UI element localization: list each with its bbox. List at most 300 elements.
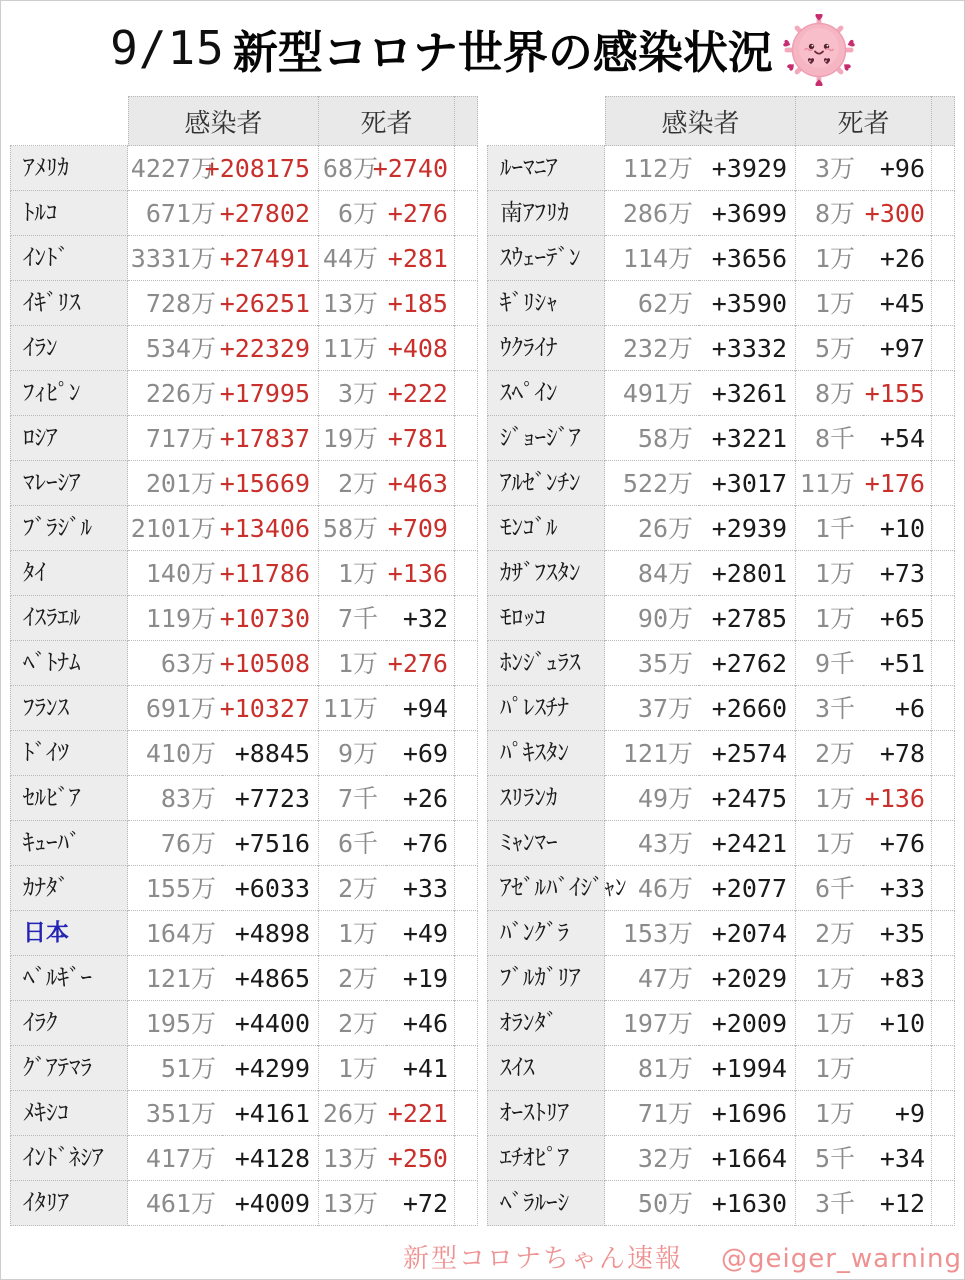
spare-cell [931,371,955,416]
infected-total-cell: 43万 [605,821,699,866]
infected-new-cell: +2660 [699,686,795,731]
deaths-total-cell: 13万 [318,281,386,326]
spare-cell [931,281,955,326]
spare-cell [931,1181,955,1226]
deaths-total-cell: 2万 [795,731,863,776]
infected-new-cell: +2029 [699,956,795,1001]
infected-new-cell: +15669 [222,461,318,506]
spare-column-header [454,96,478,146]
deaths-total-cell: 6万 [318,191,386,236]
infected-total-cell: 153万 [605,911,699,956]
spare-column-header [931,96,955,146]
deaths-new-cell: +45 [863,281,931,326]
infected-total-cell: 119万 [128,596,222,641]
deaths-total-cell: 1万 [795,821,863,866]
country-cell: ﾓﾛｯｺ [487,596,605,641]
deaths-new-cell: +46 [386,1001,454,1046]
deaths-new-cell [863,1046,931,1091]
infected-column-header: 感染者 [605,96,795,146]
infected-new-cell: +4400 [222,1001,318,1046]
country-cell: ｱﾒﾘｶ [10,146,128,191]
deaths-new-cell: +96 [863,146,931,191]
country-cell: ﾛｼｱ [10,416,128,461]
deaths-new-cell: +26 [386,776,454,821]
spare-cell [454,146,478,191]
spare-cell [931,641,955,686]
infected-total-cell: 226万 [128,371,222,416]
deaths-total-cell: 44万 [318,236,386,281]
deaths-new-cell: +6 [863,686,931,731]
infected-total-cell: 691万 [128,686,222,731]
country-cell: ﾓﾝｺﾞﾙ [487,506,605,551]
infected-total-cell: 58万 [605,416,699,461]
spare-cell [931,731,955,776]
spare-cell [454,371,478,416]
infected-new-cell: +17995 [222,371,318,416]
infected-total-cell: 4227万 [128,146,222,191]
deaths-new-cell: +33 [863,866,931,911]
spare-cell [454,866,478,911]
country-cell: ﾌｨﾋﾟﾝ [10,371,128,416]
infected-new-cell: +3656 [699,236,795,281]
country-cell: ﾍﾞﾗﾙｰｼ [487,1181,605,1226]
infected-total-cell: 491万 [605,371,699,416]
deaths-total-cell: 13万 [318,1181,386,1226]
infected-new-cell: +4009 [222,1181,318,1226]
country-cell: ﾏﾚｰｼｱ [10,461,128,506]
infected-new-cell: +4299 [222,1046,318,1091]
deaths-total-cell: 1万 [795,776,863,821]
spare-cell [931,686,955,731]
country-cell: 南ｱﾌﾘｶ [487,191,605,236]
spare-cell [454,461,478,506]
deaths-new-cell: +709 [386,506,454,551]
deaths-new-cell: +97 [863,326,931,371]
spare-cell [454,956,478,1001]
country-cell: ｼﾞｮｰｼﾞｱ [487,416,605,461]
spare-cell [454,686,478,731]
spare-cell [454,191,478,236]
infected-new-cell: +17837 [222,416,318,461]
deaths-total-cell: 9千 [795,641,863,686]
deaths-total-cell: 1万 [795,551,863,596]
infected-total-cell: 63万 [128,641,222,686]
infected-new-cell: +2009 [699,1001,795,1046]
deaths-new-cell: +49 [386,911,454,956]
deaths-total-cell: 1万 [318,551,386,596]
infected-new-cell: +10730 [222,596,318,641]
spare-cell [454,1091,478,1136]
country-cell: ｽｲｽ [487,1046,605,1091]
infected-new-cell: +6033 [222,866,318,911]
deaths-total-cell: 8万 [795,191,863,236]
spare-cell [454,551,478,596]
deaths-total-cell: 7千 [318,596,386,641]
infected-new-cell: +2074 [699,911,795,956]
deaths-new-cell: +34 [863,1136,931,1181]
country-cell: ｲﾗｸ [10,1001,128,1046]
spare-cell [454,506,478,551]
infected-new-cell: +13406 [222,506,318,551]
country-cell: ｽｳｪｰﾃﾞﾝ [487,236,605,281]
deaths-new-cell: +781 [386,416,454,461]
deaths-new-cell: +221 [386,1091,454,1136]
country-cell: ｾﾙﾋﾞｱ [10,776,128,821]
infected-total-cell: 3331万 [128,236,222,281]
deaths-total-cell: 1千 [795,506,863,551]
country-cell: ﾌﾞﾙｶﾞﾘｱ [487,956,605,1001]
infected-new-cell: +3221 [699,416,795,461]
spare-cell [454,236,478,281]
spare-cell [931,551,955,596]
country-cell: ｽﾘﾗﾝｶ [487,776,605,821]
deaths-total-cell: 9万 [318,731,386,776]
infected-total-cell: 46万 [605,866,699,911]
infected-new-cell: +4865 [222,956,318,1001]
infected-total-cell: 51万 [128,1046,222,1091]
deaths-total-cell: 68万 [318,146,386,191]
deaths-total-cell: 1万 [795,1091,863,1136]
footer [0,1238,965,1275]
deaths-total-cell: 3万 [795,146,863,191]
footer-credit: 新型コロナちゃん速報 [402,1244,683,1274]
deaths-new-cell: +65 [863,596,931,641]
infected-new-cell: +2762 [699,641,795,686]
deaths-new-cell: +73 [863,551,931,596]
spare-cell [931,146,955,191]
infected-total-cell: 90万 [605,596,699,641]
deaths-total-cell: 26万 [318,1091,386,1136]
deaths-new-cell: +19 [386,956,454,1001]
spare-cell [931,956,955,1001]
deaths-total-cell: 5千 [795,1136,863,1181]
infected-new-cell: +2475 [699,776,795,821]
spare-cell [454,326,478,371]
infected-total-cell: 37万 [605,686,699,731]
spare-cell [454,1046,478,1091]
infected-new-cell: +1630 [699,1181,795,1226]
deaths-new-cell: +32 [386,596,454,641]
infected-new-cell: +2939 [699,506,795,551]
infected-total-cell: 164万 [128,911,222,956]
deaths-new-cell: +76 [386,821,454,866]
infected-new-cell: +26251 [222,281,318,326]
spare-cell [931,596,955,641]
deaths-new-cell: +281 [386,236,454,281]
deaths-total-cell: 11万 [318,326,386,371]
infected-total-cell: 2101万 [128,506,222,551]
covid-table-right [487,96,955,1226]
deaths-total-cell: 6千 [795,866,863,911]
deaths-new-cell: +83 [863,956,931,1001]
infected-new-cell: +7516 [222,821,318,866]
deaths-total-cell: 6千 [318,821,386,866]
deaths-new-cell: +78 [863,731,931,776]
spare-cell [931,1091,955,1136]
country-cell: ｲｽﾗｴﾙ [10,596,128,641]
spare-cell [931,866,955,911]
infected-total-cell: 26万 [605,506,699,551]
deaths-new-cell: +408 [386,326,454,371]
deaths-new-cell: +35 [863,911,931,956]
infected-new-cell: +3699 [699,191,795,236]
deaths-column-header: 死者 [318,96,454,146]
spare-cell [454,281,478,326]
spare-cell [931,191,955,236]
infected-total-cell: 35万 [605,641,699,686]
deaths-total-cell: 11万 [795,461,863,506]
infected-total-cell: 76万 [128,821,222,866]
country-cell: ｱﾙｾﾞﾝﾁﾝ [487,461,605,506]
infected-total-cell: 112万 [605,146,699,191]
deaths-total-cell: 3千 [795,1181,863,1226]
deaths-total-cell: 1万 [795,596,863,641]
deaths-new-cell: +276 [386,191,454,236]
deaths-new-cell: +136 [863,776,931,821]
infected-new-cell: +4161 [222,1091,318,1136]
infected-total-cell: 195万 [128,1001,222,1046]
country-cell: ｴﾁｵﾋﾟｱ [487,1136,605,1181]
deaths-new-cell: +54 [863,416,931,461]
infected-total-cell: 717万 [128,416,222,461]
infected-new-cell: +4128 [222,1136,318,1181]
country-cell: ｲﾀﾘｱ [10,1181,128,1226]
infected-new-cell: +8845 [222,731,318,776]
country-cell: ﾒｷｼｺ [10,1091,128,1136]
spare-cell [931,776,955,821]
spare-cell [454,596,478,641]
country-cell: ﾄﾙｺ [10,191,128,236]
page-title [0,0,965,96]
deaths-total-cell: 2万 [318,956,386,1001]
spare-cell [454,641,478,686]
infected-new-cell: +3332 [699,326,795,371]
infected-new-cell: +2421 [699,821,795,866]
spare-cell [454,731,478,776]
country-cell: ﾌﾗﾝｽ [10,686,128,731]
infected-new-cell: +22329 [222,326,318,371]
spare-cell [931,506,955,551]
infected-total-cell: 728万 [128,281,222,326]
infected-total-cell: 197万 [605,1001,699,1046]
infected-total-cell: 84万 [605,551,699,596]
deaths-total-cell: 3千 [795,686,863,731]
infected-total-cell: 417万 [128,1136,222,1181]
deaths-new-cell: +26 [863,236,931,281]
country-cell: ｱｾﾞﾙﾊﾞｲｼﾞｬﾝ [487,866,605,911]
deaths-total-cell: 8万 [795,371,863,416]
deaths-total-cell: 2万 [318,461,386,506]
infected-new-cell: +2785 [699,596,795,641]
spare-cell [931,236,955,281]
infected-total-cell: 83万 [128,776,222,821]
deaths-new-cell: +155 [863,371,931,416]
spare-cell [454,911,478,956]
deaths-total-cell: 3万 [318,371,386,416]
country-cell: ﾌﾞﾗｼﾞﾙ [10,506,128,551]
deaths-total-cell: 1万 [795,956,863,1001]
infected-new-cell: +208175 [222,146,318,191]
country-cell: ｸﾞｱﾃﾏﾗ [10,1046,128,1091]
deaths-new-cell: +10 [863,1001,931,1046]
deaths-total-cell: 19万 [318,416,386,461]
deaths-total-cell: 5万 [795,326,863,371]
spare-cell [931,461,955,506]
deaths-total-cell: 1万 [795,1001,863,1046]
spare-cell [931,416,955,461]
deaths-total-cell: 2万 [318,1001,386,1046]
deaths-new-cell: +69 [386,731,454,776]
covid-table-left [10,96,478,1226]
infected-total-cell: 71万 [605,1091,699,1136]
spare-cell [931,326,955,371]
country-cell: ﾎﾝｼﾞｭﾗｽ [487,641,605,686]
infected-new-cell: +27802 [222,191,318,236]
country-column-header [10,96,128,146]
infected-total-cell: 232万 [605,326,699,371]
deaths-new-cell: +222 [386,371,454,416]
country-cell: ﾍﾞﾙｷﾞｰ [10,956,128,1001]
infected-new-cell: +2801 [699,551,795,596]
country-cell: ﾍﾞﾄﾅﾑ [10,641,128,686]
spare-cell [931,1001,955,1046]
spare-cell [454,1181,478,1226]
deaths-new-cell: +300 [863,191,931,236]
infected-total-cell: 114万 [605,236,699,281]
infected-new-cell: +3590 [699,281,795,326]
spare-cell [931,911,955,956]
country-column-header [487,96,605,146]
spare-cell [454,776,478,821]
infected-total-cell: 121万 [128,956,222,1001]
title-text: 新型コロナ世界の感染状況 [232,25,773,79]
deaths-total-cell: 11万 [318,686,386,731]
deaths-total-cell: 1万 [795,236,863,281]
country-cell: ｽﾍﾟｲﾝ [487,371,605,416]
infected-new-cell: +7723 [222,776,318,821]
country-cell: ﾊﾞﾝｸﾞﾗ [487,911,605,956]
infected-total-cell: 534万 [128,326,222,371]
infected-total-cell: 671万 [128,191,222,236]
infected-total-cell: 522万 [605,461,699,506]
infected-total-cell: 155万 [128,866,222,911]
deaths-new-cell: +250 [386,1136,454,1181]
infected-total-cell: 140万 [128,551,222,596]
deaths-new-cell: +463 [386,461,454,506]
infected-total-cell: 50万 [605,1181,699,1226]
deaths-new-cell: +12 [863,1181,931,1226]
spare-cell [931,821,955,866]
infected-total-cell: 286万 [605,191,699,236]
deaths-new-cell: +33 [386,866,454,911]
infected-total-cell: 32万 [605,1136,699,1181]
infected-total-cell: 49万 [605,776,699,821]
deaths-new-cell: +76 [863,821,931,866]
country-cell: ｲﾗﾝ [10,326,128,371]
infected-total-cell: 351万 [128,1091,222,1136]
deaths-total-cell: 1万 [795,1046,863,1091]
spare-cell [931,1046,955,1091]
deaths-total-cell: 1万 [318,1046,386,1091]
infected-new-cell: +2574 [699,731,795,776]
deaths-column-header: 死者 [795,96,931,146]
footer-handle: @geiger_warning [720,1244,963,1274]
infected-new-cell: +3017 [699,461,795,506]
deaths-total-cell: 2万 [795,911,863,956]
deaths-new-cell: +41 [386,1046,454,1091]
deaths-new-cell: +94 [386,686,454,731]
infected-total-cell: 47万 [605,956,699,1001]
deaths-new-cell: +185 [386,281,454,326]
spare-cell [454,1136,478,1181]
spare-cell [454,821,478,866]
title-date: 9/15 [110,21,225,75]
deaths-new-cell: +10 [863,506,931,551]
deaths-new-cell: +72 [386,1181,454,1226]
infected-new-cell: +11786 [222,551,318,596]
deaths-total-cell: 1万 [318,641,386,686]
infected-new-cell: +1696 [699,1091,795,1136]
infected-total-cell: 461万 [128,1181,222,1226]
country-cell: ｷｭｰﾊﾞ [10,821,128,866]
deaths-total-cell: 1万 [795,281,863,326]
deaths-total-cell: 8千 [795,416,863,461]
infected-new-cell: +10327 [222,686,318,731]
infected-new-cell: +3929 [699,146,795,191]
deaths-new-cell: +2740 [386,146,454,191]
country-cell: ｲﾝﾄﾞ [10,236,128,281]
infected-new-cell: +4898 [222,911,318,956]
country-cell: ｵｰｽﾄﾘｱ [487,1091,605,1136]
spare-cell [931,1136,955,1181]
country-cell: ﾊﾟﾚｽﾁﾅ [487,686,605,731]
country-cell: ｶﾅﾀﾞ [10,866,128,911]
deaths-total-cell: 7千 [318,776,386,821]
deaths-total-cell: 13万 [318,1136,386,1181]
deaths-new-cell: +9 [863,1091,931,1136]
infected-total-cell: 81万 [605,1046,699,1091]
country-cell: ﾐｬﾝﾏｰ [487,821,605,866]
infected-new-cell: +27491 [222,236,318,281]
infected-total-cell: 410万 [128,731,222,776]
infected-new-cell: +1994 [699,1046,795,1091]
infected-new-cell: +3261 [699,371,795,416]
deaths-total-cell: 1万 [318,911,386,956]
deaths-total-cell: 2万 [318,866,386,911]
country-cell: ｲﾝﾄﾞﾈｼｱ [10,1136,128,1181]
deaths-new-cell: +276 [386,641,454,686]
infected-total-cell: 121万 [605,731,699,776]
country-cell: ﾀｲ [10,551,128,596]
infected-total-cell: 62万 [605,281,699,326]
country-cell: ｳｸﾗｲﾅ [487,326,605,371]
infected-total-cell: 201万 [128,461,222,506]
spare-cell [454,416,478,461]
infected-new-cell: +10508 [222,641,318,686]
deaths-new-cell: +51 [863,641,931,686]
country-cell: ｶｻﾞﾌｽﾀﾝ [487,551,605,596]
infected-new-cell: +2077 [699,866,795,911]
country-cell: ﾄﾞｲﾂ [10,731,128,776]
country-cell: ｷﾞﾘｼｬ [487,281,605,326]
deaths-new-cell: +176 [863,461,931,506]
country-cell: ﾊﾟｷｽﾀﾝ [487,731,605,776]
country-cell: 日本 [10,911,128,956]
deaths-new-cell: +136 [386,551,454,596]
virus-chan-icon [783,14,855,86]
spare-cell [454,1001,478,1046]
infected-column-header: 感染者 [128,96,318,146]
